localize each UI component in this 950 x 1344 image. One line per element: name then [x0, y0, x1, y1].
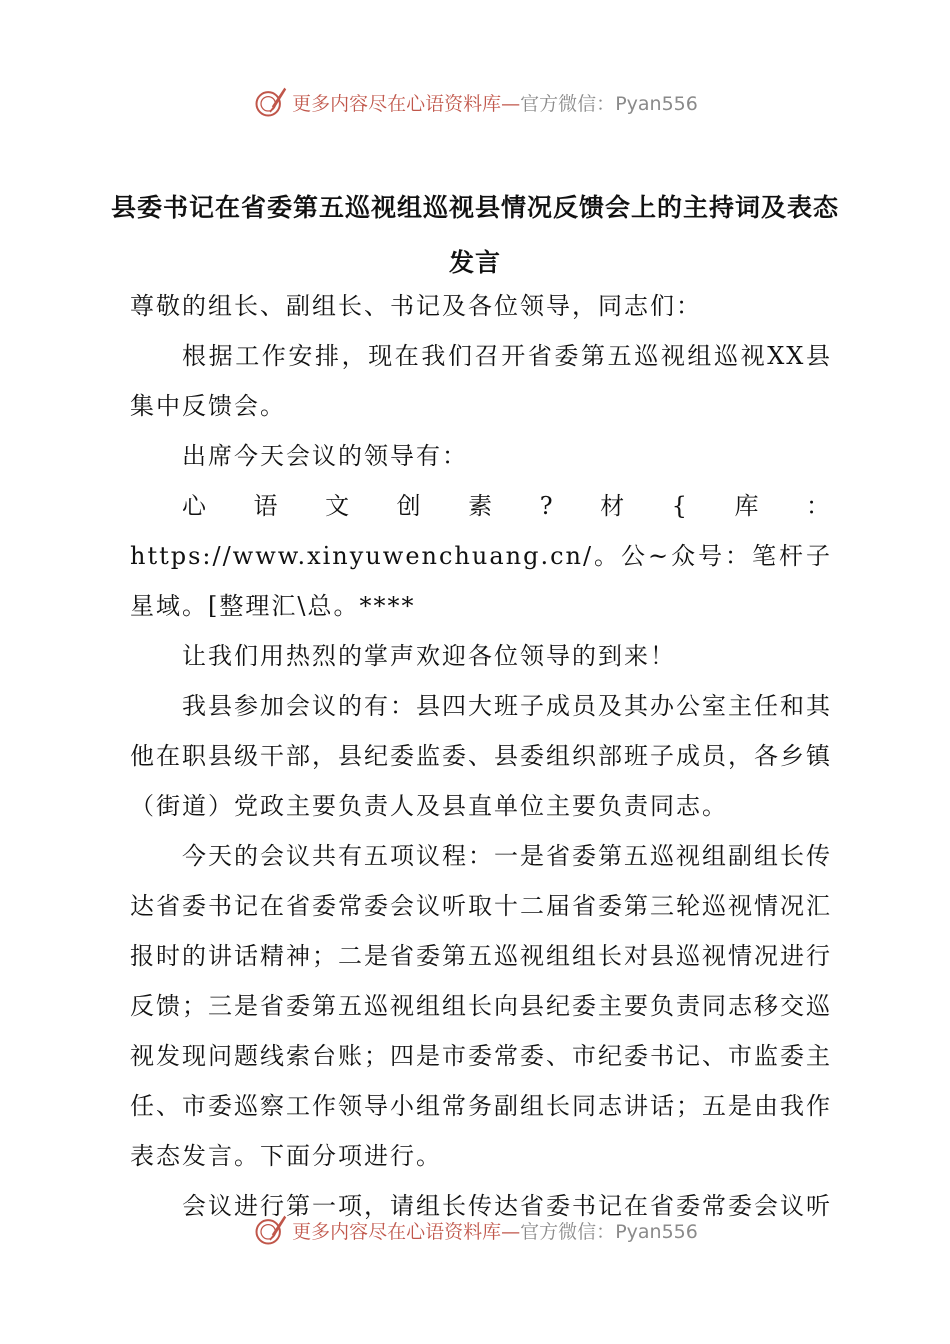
header-banner — [0, 82, 950, 122]
banner-main: 更多内容尽在心语资料库— — [292, 92, 521, 115]
paragraph: 我县参加会议的有：县四大班子成员及其办公室主任和其他在职县级干部，县纪委监委、县委组织部班子成员，各乡镇（街道）党政主要负责人及县直单位主要负责同志。 — [130, 692, 832, 820]
document-title: 县委书记在省委第五巡视组巡视县情况反馈会上的主持词及表态发言 — [110, 193, 839, 277]
pen-logo-icon — [252, 84, 288, 120]
paragraph: 今天的会议共有五项议程：一是省委第五巡视组副组长传达省委书记在省委常委会议听取十二届省委第三轮巡视情况汇报时的讲话精神；二是省委第五巡视组组长对县巡视情况进行反馈；三是省委第五巡视组组长向县纪委主要负责同志移交巡视发现问题线索台账；四是市委常委、市纪委书记、市监委主任、市委巡察工作领导小组常务副组长同志讲话；五是由我作表态发言。下面分项进行。 — [130, 842, 832, 1170]
banner-text — [292, 1217, 698, 1244]
banner-main: 更多内容尽在心语资料库— — [292, 1220, 521, 1243]
salutation: 尊敬的组长、副组长、书记及各位领导，同志们： — [130, 292, 702, 320]
paragraph: 心语文创素?材{库：https://www.xinyuwenchuang.cn/。公~众号：笔杆子星域。[整理汇\总。**** — [130, 492, 832, 620]
pen-logo-icon — [252, 1212, 288, 1248]
paragraph: 让我们用热烈的掌声欢迎各位领导的到来！ — [182, 642, 676, 670]
banner-wechat-id: Pyan556 — [615, 1220, 698, 1243]
paragraph: 根据工作安排，现在我们召开省委第五巡视组巡视XX县集中反馈会。 — [130, 342, 832, 420]
document-body — [130, 281, 832, 1231]
banner-wechat-label: 官方微信： — [520, 92, 616, 115]
footer-banner — [0, 1210, 950, 1250]
paragraph: 会议进行第一项，请组长传达省委书记在省委常委会议听 — [182, 1192, 832, 1220]
banner-wechat-label: 官方微信： — [520, 1220, 616, 1243]
banner-wechat-id: Pyan556 — [615, 92, 698, 115]
banner-text — [292, 89, 698, 116]
paragraph: 出席今天会议的领导有： — [182, 442, 468, 470]
